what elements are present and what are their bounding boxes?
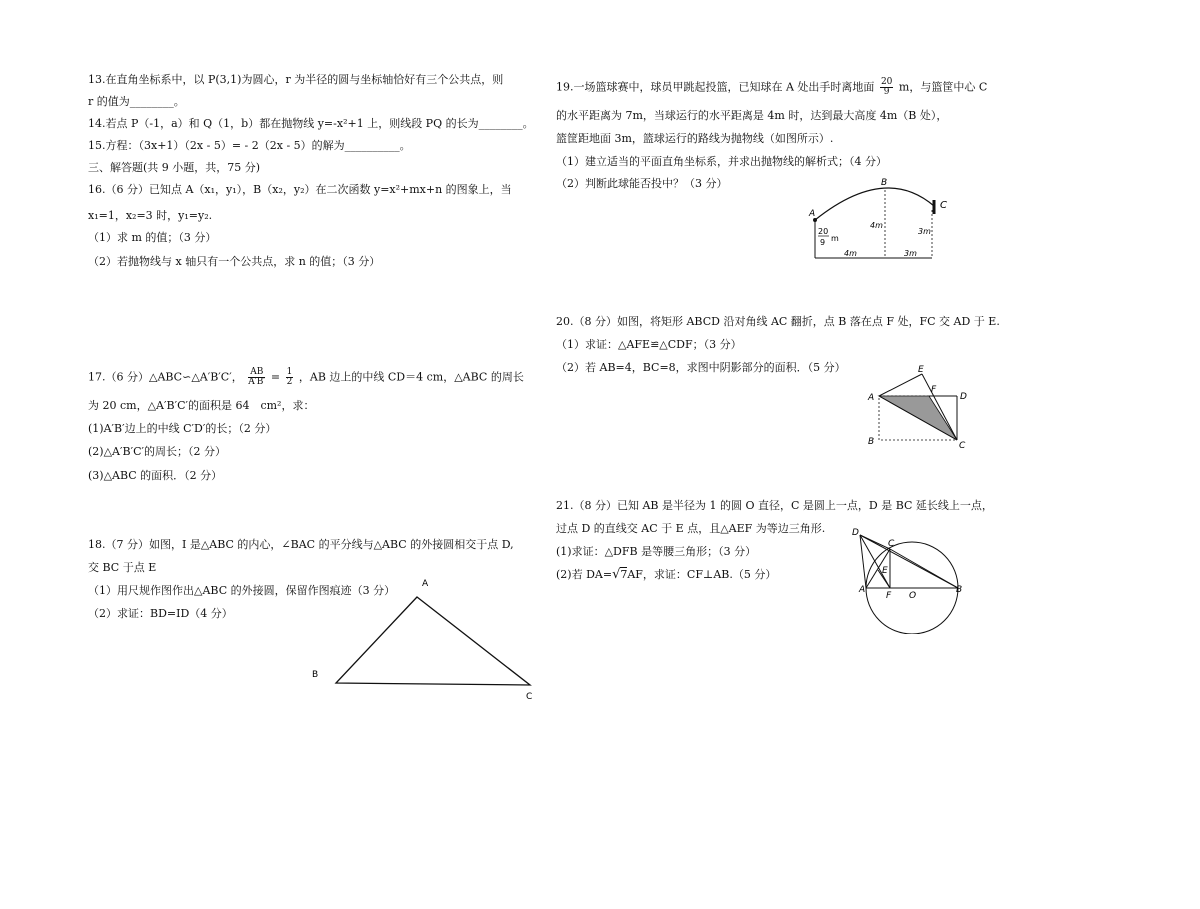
q19-height-den: 9 bbox=[883, 87, 890, 97]
triangle-abc bbox=[336, 597, 530, 685]
fig18-label-b: B bbox=[312, 670, 319, 680]
fig19-hoop-height: 3m bbox=[918, 227, 931, 236]
fig19-label-b: B bbox=[881, 178, 888, 188]
q21-part2 bbox=[556, 568, 776, 582]
sqrt-symbol: √ bbox=[612, 567, 621, 582]
fig20-label-a: A bbox=[868, 393, 875, 403]
section-3-heading: 三、解答题(共 9 小题，共，75 分) bbox=[88, 161, 261, 174]
fig18-label-a: A bbox=[422, 579, 429, 589]
segment-af bbox=[879, 374, 922, 396]
q21-circle-figure bbox=[846, 522, 971, 634]
q19-basketball-figure bbox=[800, 172, 960, 264]
q17-equals: = bbox=[270, 370, 281, 384]
q21-part1: (1)求证：△DFB 是等腰三角形；（3 分） bbox=[556, 545, 757, 558]
q15: 15.方程：（3x+1）（2x - 5）= - 2（2x - 5）的解为__________。 bbox=[88, 139, 411, 152]
q19-line1 bbox=[556, 78, 987, 97]
q19-line3: 篮筐距地面 3m，篮球运行的路线为抛物线（如图所示）. bbox=[556, 132, 834, 145]
q13-line2: r 的值为________。 bbox=[88, 95, 185, 108]
fig21-label-a: A bbox=[859, 585, 866, 595]
q18-part2: （2）求证：BD=ID（4 分） bbox=[88, 607, 233, 620]
fig21-label-e: E bbox=[882, 566, 888, 576]
q20-part1: （1）求证：△AFE≌△CDF；（3 分） bbox=[556, 338, 742, 351]
q13-line1: 13.在直角坐标系中，以 P(3,1)为圆心，r 为半径的圆与坐标轴恰好有三个公共点，则 bbox=[88, 73, 504, 86]
q19-line2: 的水平距离为 7m，当球运行的水平距离是 4m 时，达到最大高度 4m（B 处）， bbox=[556, 109, 948, 122]
q18-line2: 交 BC 于点 E bbox=[88, 561, 157, 574]
q18-part1: （1）用尺规作图作出△ABC 的外接圆，保留作图痕迹（3 分） bbox=[88, 584, 396, 597]
fig19-mid-height: 4m bbox=[870, 221, 883, 230]
q17-line1 bbox=[88, 368, 524, 387]
q17-part3: (3)△ABC 的面积．（2 分） bbox=[88, 469, 223, 482]
q19-height-fraction bbox=[880, 78, 893, 97]
q17-part2: (2)△A′B′C′的周长；（2 分） bbox=[88, 445, 226, 458]
q17-line2: 为 20 cm，△A′B′C′的面积是 64 cm²，求： bbox=[88, 399, 315, 412]
q17-ratio-num: AB bbox=[248, 368, 265, 378]
fig19-base-right: 3m bbox=[904, 249, 917, 258]
q21-line1: 21.（8 分）已知 AB 是半径为 1 的圆 O 直径，C 是圆上一点，D 是 BC 延长线上一点， bbox=[556, 499, 993, 512]
q16-part1: （1）求 m 的值；（3 分） bbox=[88, 231, 217, 244]
q20-rectangle-figure bbox=[862, 362, 972, 452]
fig21-label-d: D bbox=[852, 528, 859, 538]
q17-part1: (1)A′B′边上的中线 C′D′的长；（2 分） bbox=[88, 422, 277, 435]
q17-half-fraction bbox=[286, 368, 294, 387]
fig20-label-d: D bbox=[960, 392, 967, 402]
q20-part2: （2）若 AB=4，BC=8，求图中阴影部分的面积．（5 分） bbox=[556, 361, 846, 374]
fig19-height-unit: m bbox=[831, 234, 839, 243]
q19-line1-pre: 19.一场篮球赛中，球员甲跳起投篮，已知球在 A 处出手时离地面 bbox=[556, 80, 875, 94]
q19-part1: （1）建立适当的平面直角坐标系，并求出抛物线的解析式；（4 分） bbox=[556, 155, 887, 168]
fig21-label-b: B bbox=[956, 585, 963, 595]
fig20-label-e: E bbox=[918, 365, 924, 375]
segment-da bbox=[860, 535, 866, 588]
q18-line1: 18.（7 分）如图，I 是△ABC 的内心，∠BAC 的平分线与△ABC 的外接圆相交于点 D, bbox=[88, 538, 514, 551]
q14: 14.若点 P（-1，a）和 Q（1，b）都在抛物线 y=-x²+1 上，则线段 PQ 的长为________。 bbox=[88, 117, 534, 130]
fig19-height-num: 20 bbox=[818, 227, 829, 236]
fig21-label-c: C bbox=[888, 539, 895, 549]
q16-line1: 16.（6 分）已知点 A（x₁，y₁），B（x₂，y₂）在二次函数 y=x²+mx+n 的图象上，当 bbox=[88, 183, 512, 196]
q21-part2-pre: (2)若 DA= bbox=[556, 568, 613, 581]
fig20-label-b: B bbox=[868, 437, 875, 447]
q21-part2-post: AF，求证：CF⊥AB.（5 分） bbox=[627, 568, 777, 581]
q20-line1: 20.（8 分）如图，将矩形 ABCD 沿对角线 AC 翻折，点 B 落在点 F 处，FC 交 AD 于 E. bbox=[556, 315, 1000, 328]
fig19-height-den: 9 bbox=[820, 238, 826, 247]
fig19-base-left: 4m bbox=[844, 249, 857, 258]
q17-half-den: 2 bbox=[286, 377, 293, 387]
q17-line1-pre: 17.（6 分）△ABC∽△A′B′C′， bbox=[88, 370, 243, 384]
ball-trajectory bbox=[815, 188, 934, 220]
q16-part2: （2）若抛物线与 x 轴只有一个公共点，求 n 的值；（3 分） bbox=[88, 255, 381, 268]
fig21-label-f: F bbox=[886, 591, 892, 601]
q17-ratio-fraction bbox=[248, 368, 265, 387]
q16-line2: x₁=1，x₂=3 时，y₁=y₂. bbox=[88, 209, 213, 222]
q18-triangle-figure bbox=[305, 570, 545, 705]
q17-half-num: 1 bbox=[286, 367, 293, 377]
fig20-label-c: C bbox=[959, 441, 966, 451]
fig21-label-o: O bbox=[909, 591, 917, 601]
q21-radicand: 7 bbox=[620, 568, 628, 581]
q19-line1-post: m，与篮筐中心 C bbox=[898, 80, 988, 94]
q17-ratio-den: A′B′ bbox=[248, 377, 266, 387]
fig19-label-a: A bbox=[809, 209, 816, 219]
q21-line2: 过点 D 的直线交 AC 于 E 点，且△AEF 为等边三角形. bbox=[556, 522, 826, 535]
q19-height-num: 20 bbox=[880, 77, 893, 87]
q17-line1-post: ，AB 边上的中线 CD＝4 cm，△ABC 的周长 bbox=[298, 370, 524, 384]
fig19-label-c: C bbox=[940, 200, 947, 211]
fig20-label-f: F bbox=[931, 385, 937, 395]
q19-part2: （2）判断此球能否投中？（3 分） bbox=[556, 177, 728, 190]
fig18-label-c: C bbox=[526, 692, 533, 702]
